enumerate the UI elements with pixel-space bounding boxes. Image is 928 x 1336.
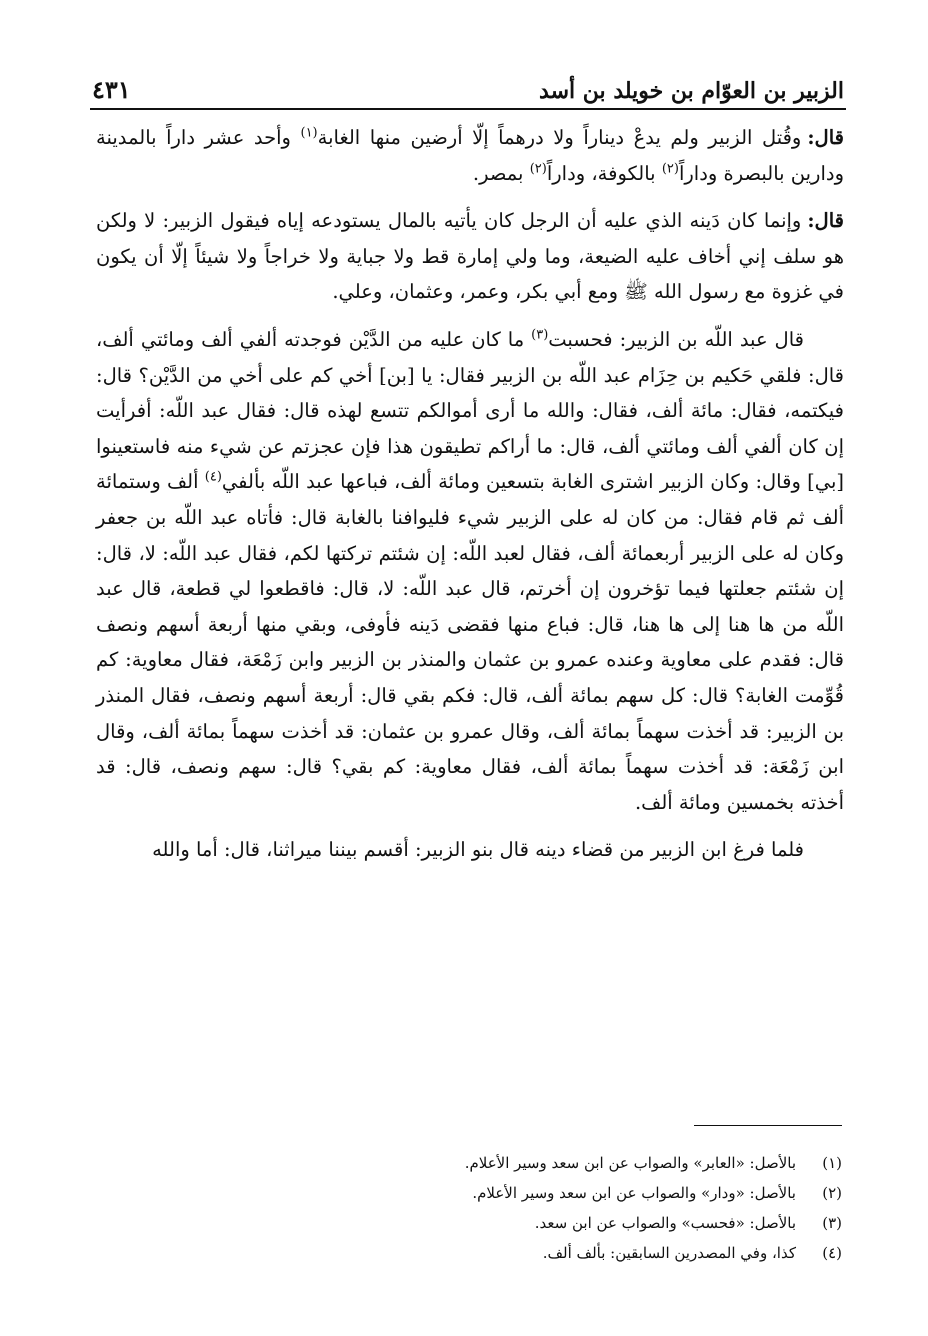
paragraph-text: وأحد عشر داراً بالمدينة ودارين بالبصرة وداراً — [96, 126, 844, 185]
footnote-text: بالأصل: «العابر» والصواب عن ابن سعد وسير الأعلام. — [464, 1154, 796, 1172]
footnote-reference: (١) — [300, 125, 318, 141]
page-header — [92, 64, 844, 104]
paragraph-text: وإنما كان دَينه الذي عليه أن الرجل كان يأتيه بالمال يستودعه إياه فيقول الزبير: لا ولكن هو سلف إني أخاف عليه الضيعة، وما ولي إمارة قط ولا جباية ولا خراجاً ولا شيئاً إلّا أن يكون في غزوة مع رسول الله ﷺ ومع أبي بكر، وعمر، وعثمان، وعلي. — [96, 209, 844, 304]
paragraph-text: بالكوفة، وداراً — [546, 161, 662, 185]
footnote-4 — [96, 1238, 842, 1268]
paragraph-text: بمصر. — [472, 161, 530, 185]
paragraph-text: وقُتل الزبير ولم يدعْ ديناراً ولا درهماً إلّا أرضين منها الغابة — [317, 126, 802, 149]
footnotes — [96, 1148, 842, 1268]
paragraph-text: ألف وستمائة ألف ثم قام فقال: من كان له على الزبير شيء فليوافنا بالغابة قال: فأتاه عبد اللّه بن جعفر وكان له على الزبير أربعمائة ألف، فقال لعبد اللّه: إن شئتم تركتها لكم، فقال عبد اللّه: لا، قال: إن شئتم جعلتها فيما تؤخرون إن أخرتم، قال عبد اللّه: لا، قال: فاقطعوا لي قطعة، قال عبد اللّه من ها هنا إلى ها هنا، قال: فباع منها فقضى دَينه فأوفى، وبقي منها أربعة أسهم ونصف قال: فقدم على معاوية وعنده عمرو بن عثمان والمنذر بن الزبير وابن زَمْعَة، فقال معاوية: كم قُوِّمت الغابة؟ قال: كل سهم بمائة ألف، قال: فكم بقي قال: أربعة أسهم ونصف، فقال المنذر بن الزبير: قد أخذت سهماً بمائة ألف، وقال عمرو بن عثمان: قد أخذت سهماً بمائة ألف، وقال ابن زَمْعَة: قد أخذت سهماً بمائة ألف، فقال معاوية: كم بقي؟ قال: سهم ونصف، قال: قد أخذته بخمسين ومائة ألف. — [96, 470, 844, 814]
body-text — [96, 120, 844, 880]
footnote-number: (٤) — [822, 1244, 842, 1262]
footnote-number: (٣) — [822, 1214, 842, 1232]
paragraph-2 — [96, 203, 844, 310]
running-title: الزبير بن العوّام بن خويلد بن أسد — [539, 78, 844, 104]
footnote-reference: (٣) — [531, 327, 549, 343]
footnote-text: كذا، وفي المصدرين السابقين: بألف ألف. — [542, 1244, 796, 1262]
paragraph-1 — [96, 120, 844, 191]
paragraph-text: فلما فرغ ابن الزبير من قضاء دينه قال بنو الزبير: أقسم بيننا ميراثنا، قال: أما والله — [152, 838, 804, 862]
footnote-reference: (٤) — [204, 469, 222, 485]
header-rule — [90, 108, 846, 110]
footnote-2 — [96, 1178, 842, 1208]
footnote-rule — [694, 1125, 842, 1126]
footnote-reference: (٢) — [529, 161, 547, 177]
footnote-text: بالأصل: «فحسب» والصواب عن ابن سعد. — [534, 1214, 796, 1232]
paragraph-text: ما كان عليه من الدَّيْن فوجدته ألفي ألف ومائتي ألف، قال: فلقي حَكيم بن حِزَام عبد اللّه بن الزبير فقال: يا [بن] أخي كم على أخي من الدَّيْن؟ قال: فيكتمه، فقال: مائة ألف، فقال: والله ما أرى أموالكم تتسع لهذه قال: فقال عبد اللّه: أفرأيت إن كان ألفي ألف ومائتي ألف، قال: ما أراكم تطيقون هذا فإن عجزتم عن شيء منه فاستعينوا [بي] وقال: وكان الزبير اشترى الغابة بتسعين ومائة ألف، فباعها عبد اللّه بألفي — [96, 327, 844, 494]
footnote-reference: (٢) — [661, 161, 679, 177]
paragraph-lead: قال: — [807, 126, 844, 149]
footnote-1 — [96, 1148, 842, 1178]
page-number: ٤٣١ — [92, 75, 131, 104]
paragraph-text: قال عبد اللّه بن الزبير: فحسبت — [548, 327, 804, 351]
footnote-number: (١) — [822, 1154, 842, 1172]
footnote-text: بالأصل: «ودار» والصواب عن ابن سعد وسير الأعلام. — [472, 1184, 796, 1202]
paragraph-4 — [96, 832, 844, 868]
footnote-number: (٢) — [822, 1184, 842, 1202]
paragraph-3 — [96, 322, 844, 820]
paragraph-lead: قال: — [807, 209, 844, 233]
footnote-3 — [96, 1208, 842, 1238]
